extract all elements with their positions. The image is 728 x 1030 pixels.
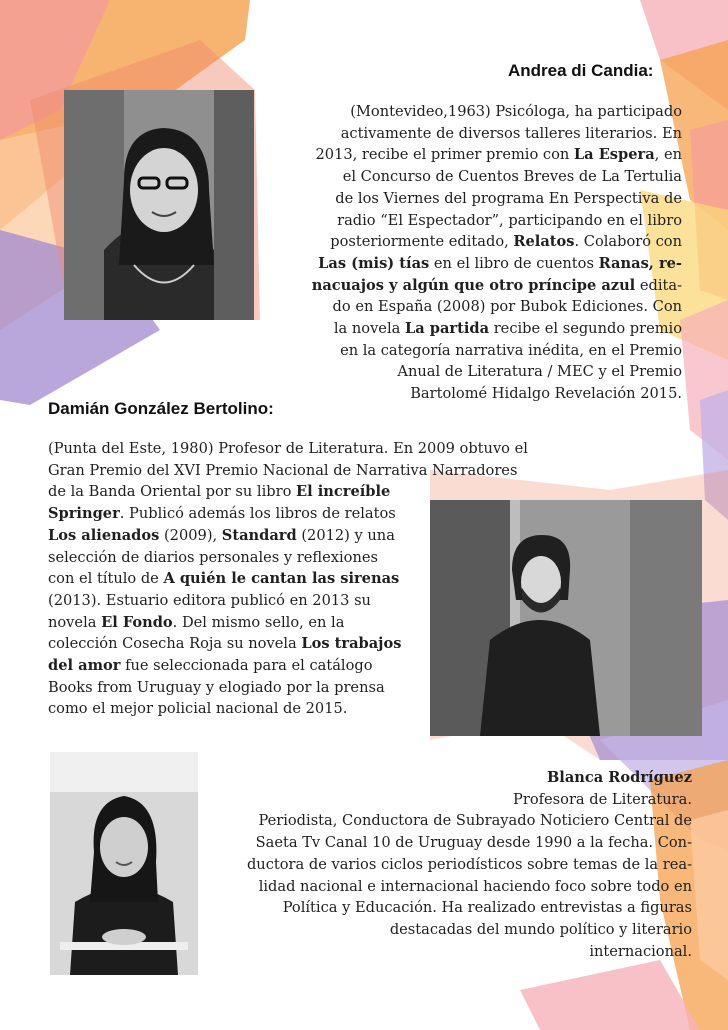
text-run: . Colaboró con bbox=[574, 233, 682, 251]
bold-title: La Espera bbox=[573, 146, 655, 164]
text-run: 2013, recibe el primer premio con bbox=[315, 146, 574, 164]
text-line bbox=[312, 231, 682, 253]
text-run: de la Banda Oriental por su libro bbox=[48, 483, 296, 501]
text-line bbox=[312, 340, 682, 362]
text-run: recibe el segundo premio bbox=[489, 320, 682, 338]
text-line bbox=[312, 166, 682, 188]
text-line bbox=[312, 253, 682, 275]
text-run: activamente de diversos talleres literarios. En bbox=[340, 124, 682, 142]
bold-title: nacuajos y algún que otro príncipe azul bbox=[311, 276, 636, 294]
text-run: . Publicó además los libros de relatos bbox=[119, 505, 396, 523]
text-run: como el mejor policial nacional de 2015. bbox=[48, 700, 348, 718]
text-run: . Del mismo sello, en la bbox=[172, 613, 345, 631]
bold-title: Ranas, re- bbox=[598, 254, 682, 272]
bio-blanca bbox=[247, 767, 692, 962]
author-photo-damian bbox=[430, 500, 702, 736]
text-run: con el título de bbox=[48, 570, 164, 588]
text-run: Saeta Tv Canal 10 de Uruguay desde 1990 a la fecha. Con- bbox=[255, 834, 692, 852]
text-run: lidad nacional e internacional haciendo foco sobre todo en bbox=[258, 877, 692, 895]
bold-title: Los alienados bbox=[48, 526, 160, 544]
text-line bbox=[312, 101, 682, 123]
text-line bbox=[247, 789, 692, 811]
text-line bbox=[48, 438, 528, 460]
bold-title: El Fondo bbox=[101, 613, 173, 631]
text-run: el Concurso de Cuentos Breves de La Tertulia bbox=[342, 168, 682, 186]
text-run: Periodista, Conductora de Subrayado Noticiero Central de bbox=[258, 812, 692, 830]
text-run: la novela bbox=[333, 320, 405, 338]
text-run: do en España (2008) por Bubok Ediciones. Con bbox=[332, 298, 682, 316]
bold-title: Springer bbox=[48, 505, 120, 523]
text-line bbox=[247, 767, 692, 789]
text-run: (2009), bbox=[159, 526, 222, 544]
text-run: internacional. bbox=[589, 942, 692, 960]
text-run: en el libro de cuentos bbox=[429, 254, 599, 272]
text-line bbox=[247, 919, 692, 941]
bold-title: Los trabajos bbox=[301, 635, 402, 653]
text-run: colección Cosecha Roja su novela bbox=[48, 635, 302, 653]
bold-title: El increíble bbox=[296, 483, 391, 501]
text-run: Books from Uruguay y elogiado por la prensa bbox=[48, 678, 385, 696]
text-run: Gran Premio del XVI Premio Nacional de Narrativa Narradores bbox=[48, 461, 518, 479]
text-run: Profesora de Literatura. bbox=[513, 790, 692, 808]
text-line bbox=[312, 275, 682, 297]
bold-title: del amor bbox=[48, 657, 121, 675]
text-run: (Montevideo,1963) Psicóloga, ha participado bbox=[350, 103, 682, 120]
text-line bbox=[247, 854, 692, 876]
bio-andrea bbox=[312, 101, 682, 405]
text-run: fue seleccionada para el catálogo bbox=[120, 657, 373, 675]
text-run: edita- bbox=[635, 276, 682, 294]
text-run: , en bbox=[654, 146, 682, 164]
text-line bbox=[312, 296, 682, 318]
bold-title: Relatos bbox=[513, 233, 575, 251]
bold-title: A quién le cantan las sirenas bbox=[163, 570, 400, 588]
text-run: radio “El Espectador”, participando en el libro bbox=[337, 211, 682, 229]
text-line bbox=[312, 144, 682, 166]
bold-title: Blanca Rodríguez bbox=[546, 769, 692, 786]
text-run: destacadas del mundo político y literario bbox=[389, 920, 692, 938]
text-line bbox=[312, 318, 682, 340]
bg-shape bbox=[520, 960, 700, 1030]
text-run: de los Viernes del programa En Perspectiva de bbox=[335, 189, 682, 207]
text-run: (2013). Estuario editora publicó en 2013 su bbox=[48, 591, 371, 609]
author-photo-blanca bbox=[50, 752, 198, 975]
text-line bbox=[312, 361, 682, 383]
text-run: selección de diarios personales y reflexiones bbox=[48, 548, 378, 566]
author-photo-andrea bbox=[64, 90, 254, 320]
text-run: Bartolomé Hidalgo Revelación 2015. bbox=[410, 385, 682, 403]
text-run: ductora de varios ciclos periodísticos sobre temas de la rea- bbox=[246, 855, 692, 873]
text-line bbox=[312, 210, 682, 232]
text-line bbox=[312, 123, 682, 145]
text-line bbox=[312, 188, 682, 210]
text-run: en la categoría narrativa inédita, en el Premio bbox=[340, 341, 682, 359]
bold-title: Las (mis) tías bbox=[318, 254, 430, 272]
text-line bbox=[247, 897, 692, 919]
text-run: Anual de Literatura / MEC y el Premio bbox=[397, 363, 682, 381]
text-run: Política y Educación. Ha realizado entrevistas a figuras bbox=[282, 899, 692, 917]
text-run: novela bbox=[48, 613, 102, 631]
text-run: posteriormente editado, bbox=[330, 233, 514, 251]
text-run: (2012) y una bbox=[296, 526, 395, 544]
bold-title: Standard bbox=[221, 526, 297, 544]
text-run: (Punta del Este, 1980) Profesor de Literatura. En 2009 obtuvo el bbox=[48, 440, 528, 457]
text-line bbox=[247, 832, 692, 854]
text-line bbox=[247, 941, 692, 963]
text-line bbox=[312, 383, 682, 405]
author-name-damian: Damián González Bertolino: bbox=[48, 399, 274, 418]
text-line bbox=[48, 460, 528, 482]
text-line bbox=[247, 876, 692, 898]
bold-title: La partida bbox=[404, 320, 490, 338]
author-name-andrea: Andrea di Candia: bbox=[508, 61, 654, 80]
text-line bbox=[247, 810, 692, 832]
